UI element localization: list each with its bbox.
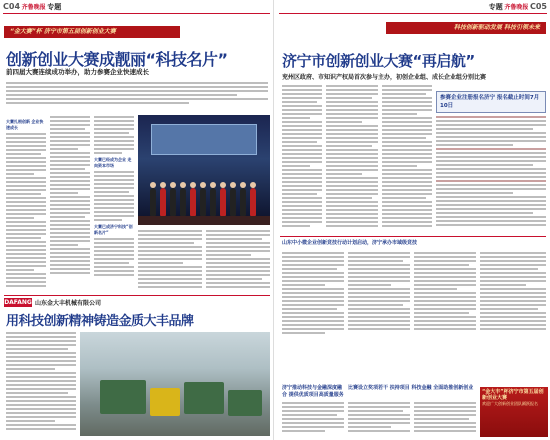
section-divider bbox=[280, 236, 546, 237]
sub-article-text bbox=[282, 402, 344, 436]
second-headline: 用科技创新精神铸造金质大丰品牌 bbox=[6, 314, 194, 329]
page-number: C05 bbox=[529, 2, 547, 11]
registration-notice: 参赛企业注册报名济宁 报名截止时间7月10日 bbox=[436, 91, 546, 113]
main-headline: 济宁市创新创业大赛“再启航” bbox=[282, 52, 475, 70]
sub-article-title: 比赛设立奖项若干 扶持项目 科技金融 全面助推创新创业 bbox=[348, 385, 474, 391]
sub-article-column-2 bbox=[348, 252, 410, 382]
section-label: 专题 bbox=[488, 3, 503, 11]
company-logo: DAFANG bbox=[4, 299, 32, 306]
sub-article-text bbox=[414, 402, 476, 436]
page-number: C04 bbox=[3, 2, 21, 11]
right-page-header bbox=[279, 2, 547, 18]
factory-photo bbox=[80, 332, 270, 436]
newspaper-brand: 齐鲁晚报 bbox=[21, 4, 46, 11]
company-article-text bbox=[6, 332, 76, 436]
header-rule bbox=[279, 13, 547, 14]
section-heading: 大赛扎根创新 企业快速成长 bbox=[6, 119, 44, 130]
right-page bbox=[276, 0, 550, 440]
article-column-1 bbox=[282, 85, 322, 235]
article-column-2 bbox=[50, 116, 90, 292]
sub-article-column-4 bbox=[480, 252, 546, 384]
section-heading: 大赛已成济宁科技“创新名片” bbox=[94, 224, 133, 235]
article-column-5 bbox=[206, 230, 270, 292]
article-column-3 bbox=[94, 116, 134, 292]
article-column-4 bbox=[138, 230, 202, 292]
sub-headline: 兖州区政府、市知识产权局首次参与主办，初创企业组、成长企业组分别比赛 bbox=[282, 74, 487, 81]
top-banner: “金大赛”杯 济宁市第五届创新创业大赛 bbox=[4, 26, 180, 38]
newspaper-brand: 齐鲁晚报 bbox=[504, 4, 529, 11]
sub-article-column-1 bbox=[282, 252, 344, 382]
main-headline: 创新创业大赛成靓丽“科技名片” bbox=[6, 50, 228, 69]
ad-text: 欢迎广大创新创业团队踊跃报名 bbox=[482, 401, 538, 406]
company-name: 山东金大丰机械有限公司 bbox=[35, 300, 102, 307]
sub-article-text bbox=[348, 402, 410, 436]
sub-headline: 前四届大赛连续成功举办，助力参赛企业快速成长 bbox=[6, 68, 149, 76]
article-column-2 bbox=[326, 85, 378, 235]
sub-article-title: 山东中小微企业创新竞技行动计划启动，济宁承办市域级竞技 bbox=[282, 240, 418, 246]
notice-details bbox=[436, 116, 546, 236]
ad-title: “金大丰”杯济宁市第五届创新创业大赛 bbox=[482, 389, 544, 401]
event-advertisement bbox=[480, 387, 548, 437]
left-page-header bbox=[3, 2, 270, 18]
section-label: 专题 bbox=[47, 3, 62, 11]
sub-article-title: 济宁推动科技与金融深度融合 提供优质项目高质量服务 bbox=[282, 385, 344, 398]
award-ceremony-photo bbox=[138, 115, 270, 225]
top-banner: 科技创新驱动发展 科技引领未来 bbox=[386, 22, 546, 34]
sub-article-column-3 bbox=[414, 252, 476, 382]
header-rule bbox=[3, 13, 270, 14]
intro-text bbox=[6, 82, 268, 112]
left-page bbox=[0, 0, 274, 440]
section-heading: 大赛已经成为企业 走向资本市场 bbox=[94, 157, 132, 168]
article-column-1 bbox=[6, 116, 46, 292]
article-column-3 bbox=[382, 85, 432, 235]
section-divider bbox=[4, 295, 270, 296]
